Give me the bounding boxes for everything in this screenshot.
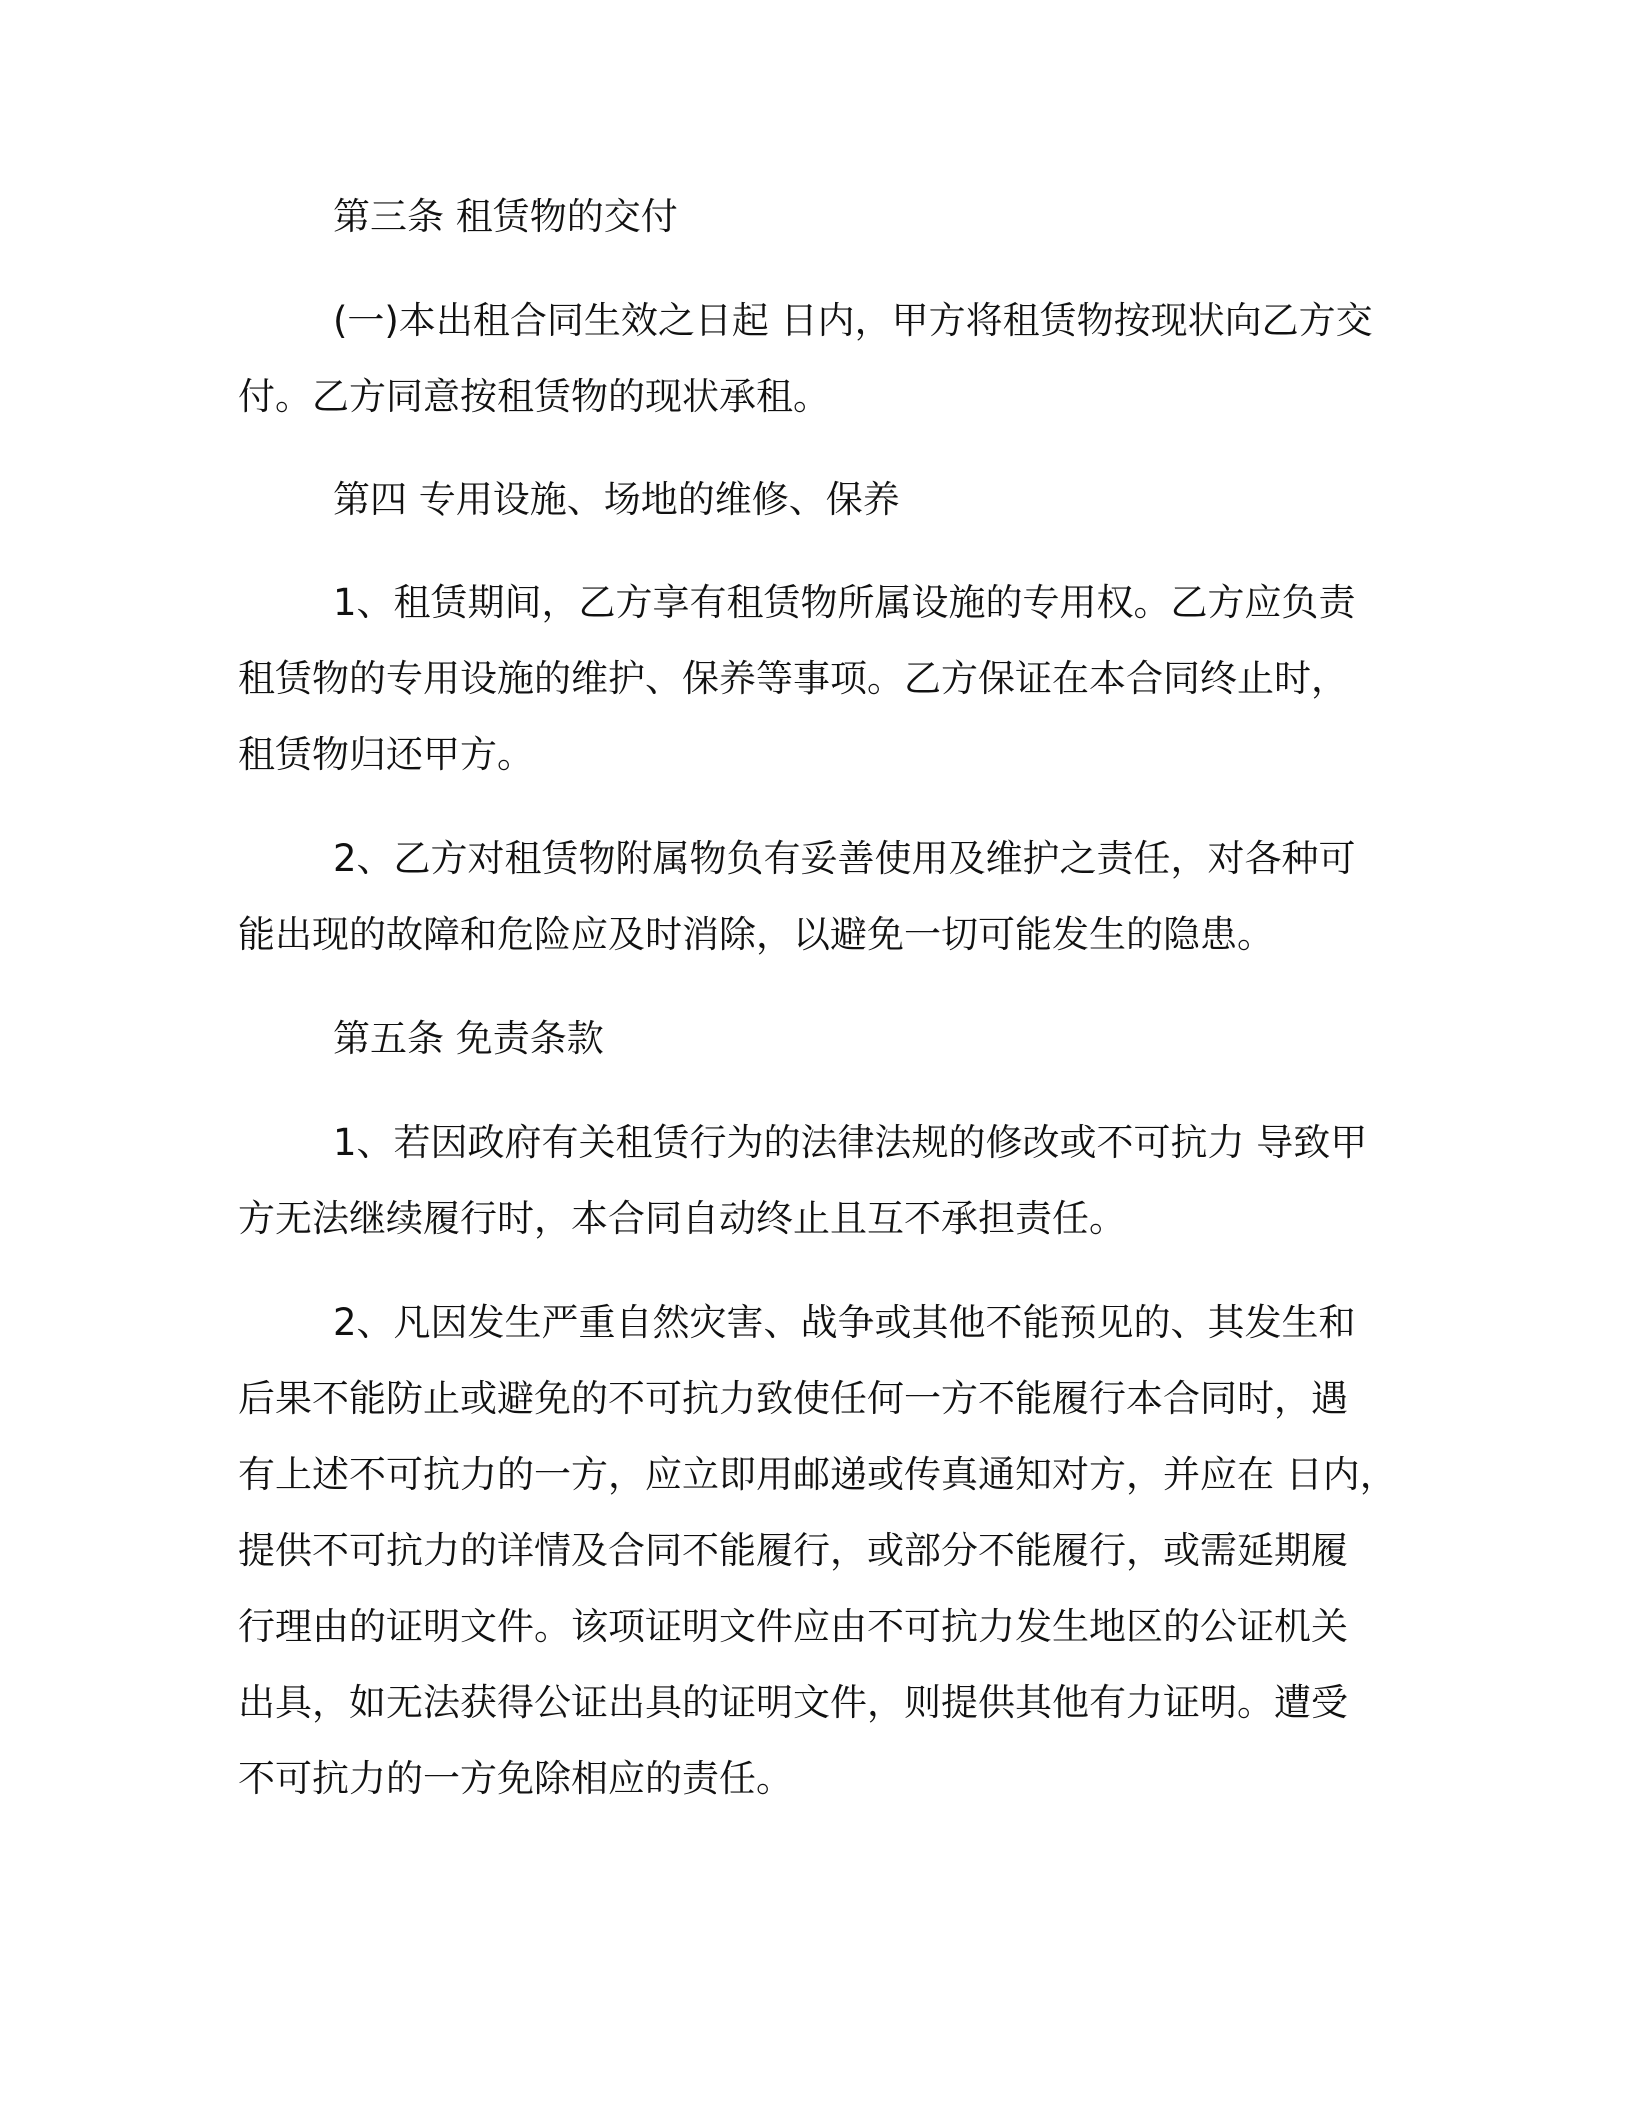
article-5-heading: 第五条 免责条款 [333, 1017, 604, 1060]
article-5-clause-2-line-2: 后果不能防止或避免的不可抗力致使任何一方不能履行本合同时，遇 [238, 1377, 1348, 1420]
article-4-heading: 第四 专用设施、场地的维修、保养 [333, 478, 900, 521]
article-5-clause-2-line-7: 不可抗力的一方免除相应的责任。 [238, 1757, 793, 1800]
article-3-heading: 第三条 租赁物的交付 [333, 195, 678, 238]
article-5-clause-1-line-1: 1、若因政府有关租赁行为的法律法规的修改或不可抗力 导致甲 [333, 1121, 1368, 1164]
article-5-clause-1-line-2: 方无法继续履行时，本合同自动终止且互不承担责任。 [238, 1197, 1126, 1240]
article-3-clause-1-line-1: (一)本出租合同生效之日起 日内，甲方将租赁物按现状向乙方交 [333, 299, 1373, 342]
article-5-clause-2-line-4: 提供不可抗力的详情及合同不能履行，或部分不能履行，或需延期履 [238, 1529, 1348, 1572]
article-5-clause-2-line-3: 有上述不可抗力的一方，应立即用邮递或传真通知对方，并应在 日内， [238, 1453, 1397, 1496]
article-4-clause-2-line-1: 2、乙方对租赁物附属物负有妥善使用及维护之责任，对各种可 [333, 837, 1356, 880]
article-5-clause-2-line-1: 2、凡因发生严重自然灾害、战争或其他不能预见的、其发生和 [333, 1301, 1356, 1344]
article-4-clause-2-line-2: 能出现的故障和危险应及时消除，以避免一切可能发生的隐患。 [238, 913, 1274, 956]
article-3-clause-1-line-2: 付。乙方同意按租赁物的现状承租。 [238, 375, 830, 418]
article-4-clause-1-line-1: 1、租赁期间，乙方享有租赁物所属设施的专用权。乙方应负责 [333, 581, 1356, 624]
article-4-clause-1-line-2: 租赁物的专用设施的维护、保养等事项。乙方保证在本合同终止时， [238, 657, 1348, 700]
article-5-clause-2-line-6: 出具，如无法获得公证出具的证明文件，则提供其他有力证明。遭受 [238, 1681, 1348, 1724]
article-4-clause-1-line-3: 租赁物归还甲方。 [238, 733, 534, 776]
article-5-clause-2-line-5: 行理由的证明文件。该项证明文件应由不可抗力发生地区的公证机关 [238, 1605, 1348, 1648]
